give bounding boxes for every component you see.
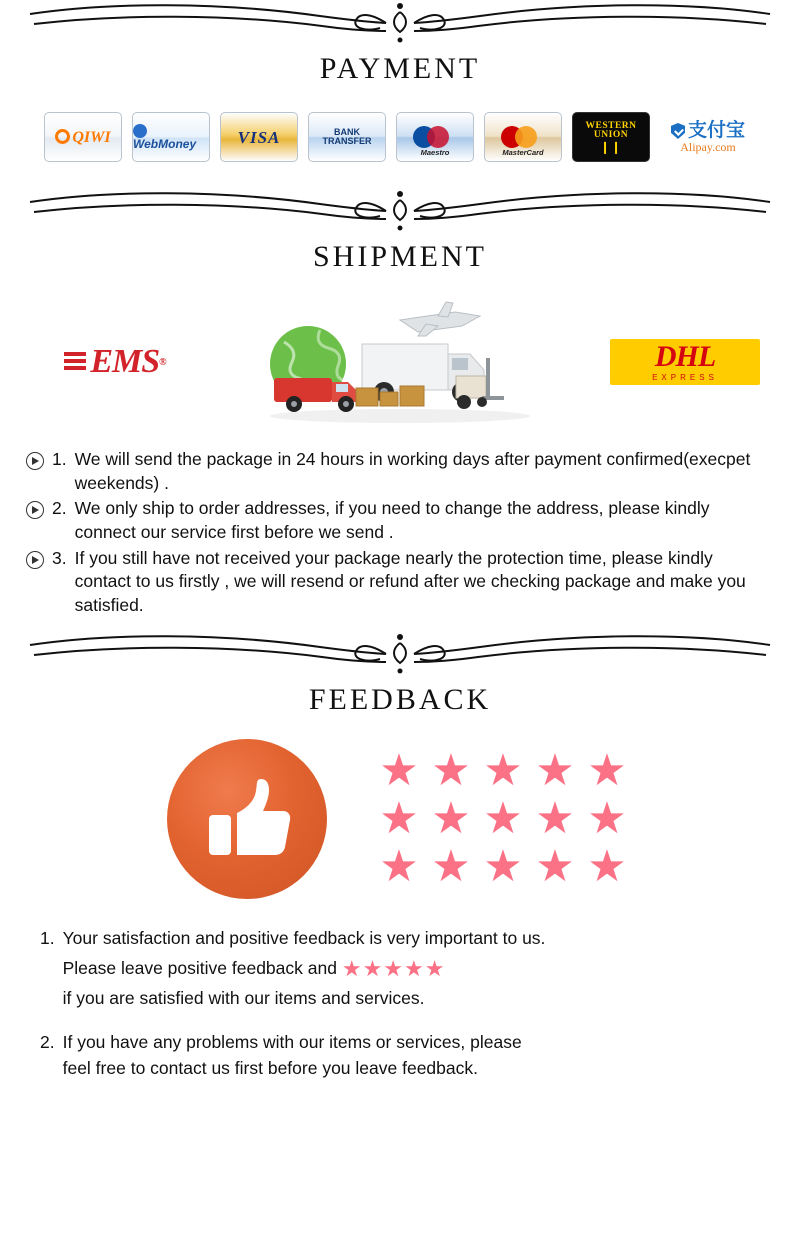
star-icon: ★ [431, 746, 471, 796]
ems-bars-icon [64, 352, 86, 373]
qiwi-label: QIWI [72, 128, 111, 146]
thumbs-up-icon [167, 739, 327, 899]
list-item [26, 497, 774, 544]
maestro-label: Maestro [420, 147, 450, 157]
star-icon: ★ [587, 746, 627, 796]
bank-transfer-label: BANK TRANSFER [322, 127, 372, 146]
list-item [40, 925, 760, 1011]
payment-icon-qiwi [44, 112, 122, 162]
list-item [26, 448, 774, 495]
star-icon: ★ [587, 794, 627, 844]
western-union-label: WESTERN UNION [585, 120, 637, 140]
list-item-number: 3. [52, 547, 67, 568]
carrier-logo-dhl [610, 339, 760, 385]
star-icon: ★ [483, 842, 523, 892]
star-icon: ★ [535, 746, 575, 796]
feedback-line-1: If you have any problems with our items or services, please [62, 1031, 522, 1052]
webmoney-label: WebMoney [133, 137, 197, 151]
payment-methods-row [0, 112, 800, 162]
carrier-logo-ems: EMS ® [40, 339, 190, 385]
ems-label: EMS [90, 343, 160, 380]
payment-icon-bank-transfer [308, 112, 386, 162]
payment-icon-maestro [396, 112, 474, 162]
inline-star-rating: ★★★★★ [341, 955, 446, 981]
shipment-title: SHIPMENT [312, 240, 487, 273]
ornamental-divider-top [20, 0, 780, 46]
feedback-line-2: feel free to contact us first before you leave feedback. [62, 1058, 478, 1079]
payment-title: PAYMENT [319, 52, 481, 85]
mastercard-label: MasterCard [502, 147, 544, 157]
star-icon: ★ [379, 794, 419, 844]
alipay-label: Alipay.com [680, 140, 736, 154]
list-item-text: We will send the package in 24 hours in working days after payment confirmed(execpet weekends) . [74, 449, 751, 493]
list-item [26, 547, 774, 618]
feedback-terms-list [40, 925, 760, 1081]
dhl-sublabel: EXPRESS [652, 373, 718, 382]
star-icon: ★ [587, 842, 627, 892]
payment-icon-western-union [572, 112, 650, 162]
arrow-bullet-icon [26, 501, 44, 519]
star-icon: ★ [431, 794, 471, 844]
list-item-text: We only ship to order addresses, if you need to change the address, please kindly connect our service first before we send . [74, 498, 710, 542]
star-icon: ★ [379, 746, 419, 796]
visa-label: VISA [237, 127, 281, 147]
feedback-line-2-text: Please leave positive feedback and [62, 957, 337, 978]
alipay-cn-label: 支付宝 [687, 119, 745, 141]
ornamental-divider-shipment [20, 188, 780, 234]
shipment-illustration [250, 292, 550, 432]
star-icon: ★ [535, 794, 575, 844]
star-icon: ★ [431, 842, 471, 892]
list-item-number: 2. [40, 1031, 55, 1052]
list-item-number: 1. [40, 928, 55, 949]
maestro-circles-icon [413, 124, 457, 150]
feedback-line-3: if you are satisfied with our items and services. [62, 987, 425, 1008]
arrow-bullet-icon [26, 452, 44, 470]
feedback-line-1: Your satisfaction and positive feedback is very important to us. [62, 928, 546, 949]
list-item-text: If you still have not received your package nearly the protection time, please kindly contact to us firstly , we will resend or refund after we checking package and make you satisfied. [74, 547, 746, 615]
star-icon: ★ [483, 794, 523, 844]
star-icon: ★ [379, 842, 419, 892]
list-item-number: 1. [52, 449, 67, 469]
dhl-label: DHL [654, 340, 716, 373]
list-item-number: 2. [52, 498, 67, 519]
arrow-bullet-icon [26, 551, 44, 569]
payment-icon-visa [220, 112, 298, 162]
feedback-title: FEEDBACK [308, 683, 492, 717]
payment-icon-webmoney [132, 112, 210, 162]
list-item [40, 1029, 760, 1082]
ornamental-divider-feedback [20, 631, 780, 677]
star-icon: ★ [483, 746, 523, 796]
alipay-shield-icon [671, 123, 685, 139]
feedback-graphics-row [0, 739, 800, 899]
shipment-terms-list [26, 448, 774, 617]
mastercard-circles-icon [501, 124, 545, 150]
shipment-carriers-row [40, 292, 760, 432]
western-union-bars-icon: ❙❙ [599, 139, 623, 154]
payment-icon-alipay [660, 112, 756, 162]
star-grid [373, 747, 633, 891]
payment-icon-mastercard [484, 112, 562, 162]
star-icon: ★ [535, 842, 575, 892]
